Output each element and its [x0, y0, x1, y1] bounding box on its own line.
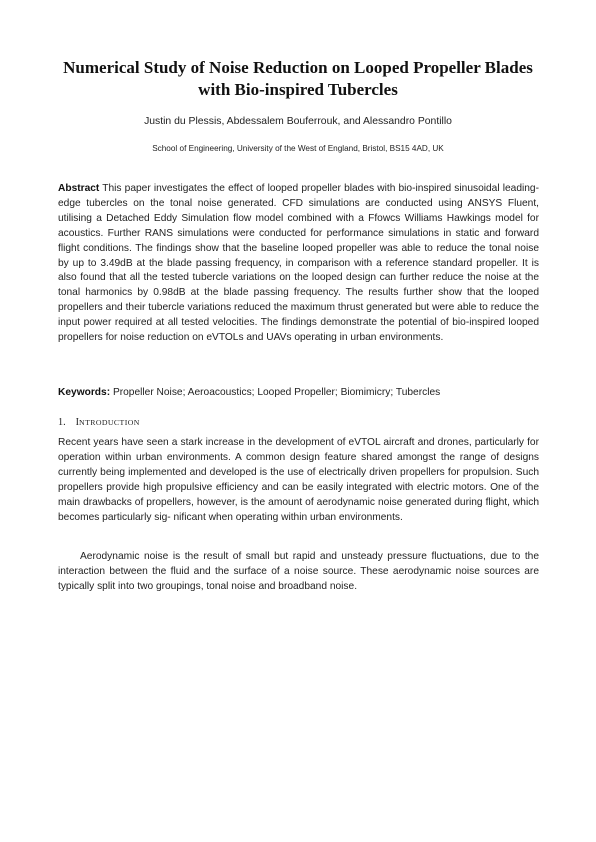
section-number: 1.	[58, 417, 66, 428]
section-heading-initial: I	[75, 417, 80, 428]
abstract-text: This paper investigates the effect of looped propeller blades with bio-inspired sinusoidal leading-edge tubercles on the tonal noise generated. CFD simulations are conducted using ANSYS Fluent, utilising a Detached Eddy Simulation flow model combined with a Ffowcs Williams Hawkings model for acoustics. Further RANS simulations were conducted for performance simulations in static and forward flight conditions. The findings show that the baseline looped propeller was able to reduce the tonal noise by up to 3.49dB at the blade passing frequency, in comparison with a reference standard propeller. It is also found that all the tested tubercle variations on the looped design can further reduce the noise at the tonal harmonics by 0.98dB at the blade passing frequency. The results further show that the looped propellers and their tubercle variations reduced the maximum thrust generated but were able to reduce the input power required at all tested velocities. The findings demonstrate the potential of bio-inspired looped propellers for noise reduction on eVTOLs and UAVs operating in urban environments.	[58, 183, 539, 344]
abstract-label: Abstract	[58, 183, 100, 194]
section-heading-rest: NTRODUCTION	[79, 418, 140, 427]
intro-paragraph-1: Recent years have seen a stark increase in the development of eVTOL aircraft and drones, particularly for operation within urban environments. A common design feature shared amongst the range of designs currently being implemented and developed is the use of electrically driven propellers for propulsion. Such propellers provide high propulsive efficiency and can be easily integrated with electric motors. One of the main drawbacks of propellers, however, is the amount of aerodynamic noise generated during flight, which becomes particularly sig- nificant when operating within urban environments.	[58, 437, 539, 523]
paper-affiliation: School of Engineering, University of the West of England, Bristol, BS15 4AD, UK	[152, 144, 444, 153]
keywords-label: Keywords:	[58, 387, 111, 398]
paper-authors: Justin du Plessis, Abdessalem Bouferrouk, and Alessandro Pontillo	[144, 116, 452, 127]
intro-paragraph-2: Aerodynamic noise is the result of small but rapid and unsteady pressure fluctuations, due to the interaction between the fluid and the surface of a noise source. These aerodynamic noise sources are typically split into two groupings, tonal noise and broadband noise.	[58, 551, 539, 592]
keywords-block	[58, 386, 539, 400]
keywords-text: Propeller Noise; Aeroacoustics; Looped Propeller; Biomimicry; Tubercles	[112, 387, 441, 398]
abstract-block	[58, 182, 539, 346]
paper-title: Numerical Study of Noise Reduction on Looped Propeller Blades with Bio-inspired Tubercles	[63, 58, 533, 99]
section-heading-introduction	[58, 417, 140, 428]
